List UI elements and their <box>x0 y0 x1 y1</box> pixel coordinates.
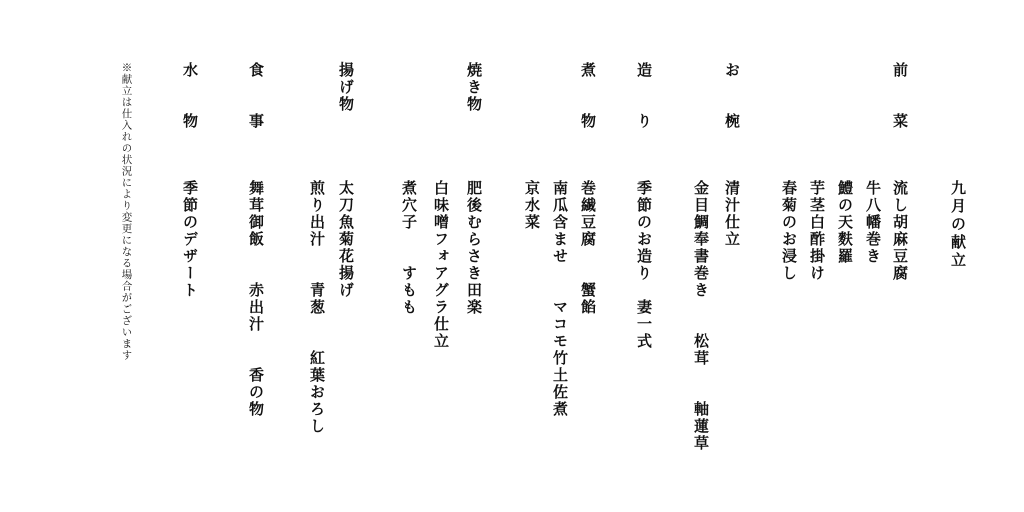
agemono-item-2: 煎り出汁 青葱 紅葉おろし <box>308 180 326 435</box>
zensai-item-1: 流し胡麻豆腐 <box>891 180 909 282</box>
category-tsukuri: 造 り <box>635 62 653 130</box>
zensai-item-5: 春菊のお浸し <box>780 180 798 282</box>
category-owan: お 椀 <box>723 62 741 130</box>
category-nimono: 煮 物 <box>579 62 597 130</box>
nimono-item-1: 巻繊豆腐 蟹餡 <box>579 180 597 316</box>
yakimono-item-2: 白味噌フォアグラ仕立 <box>432 180 450 350</box>
menu-note: ※献立は仕入れの状況により変更になる場合がございます <box>120 62 133 361</box>
category-zensai: 前 菜 <box>891 62 909 130</box>
category-shokuji: 食 事 <box>247 62 265 130</box>
shokuji-item-1: 舞茸御飯 赤出汁 香の物 <box>247 180 265 418</box>
nimono-item-2: 南瓜含ませ マコモ竹土佐煮 <box>551 180 569 418</box>
nimono-item-3: 京水菜 <box>523 180 541 231</box>
mizumono-item-1: 季節のデザート <box>181 180 199 299</box>
zensai-item-2: 牛八幡巻き <box>864 180 882 265</box>
category-yakimono: 焼き物 <box>465 62 483 113</box>
tsukuri-item-1: 季節のお造り 妻一式 <box>635 180 653 350</box>
owan-item-2: 金目鯛奉書巻き 松茸 軸蓮草 <box>692 180 710 452</box>
zensai-item-4: 芋茎白酢掛け <box>808 180 826 282</box>
category-agemono: 揚げ物 <box>337 62 355 113</box>
yakimono-item-1: 肥後むらさき田楽 <box>465 180 483 316</box>
category-mizumono: 水 物 <box>181 62 199 130</box>
yakimono-item-3: 煮穴子 すもも <box>400 180 418 316</box>
menu-title: 九月の献立 <box>949 180 967 270</box>
agemono-item-1: 太刀魚菊花揚げ <box>337 180 355 299</box>
zensai-item-3: 鱧の天麩羅 <box>836 180 854 265</box>
owan-item-1: 清汁仕立 <box>723 180 741 248</box>
